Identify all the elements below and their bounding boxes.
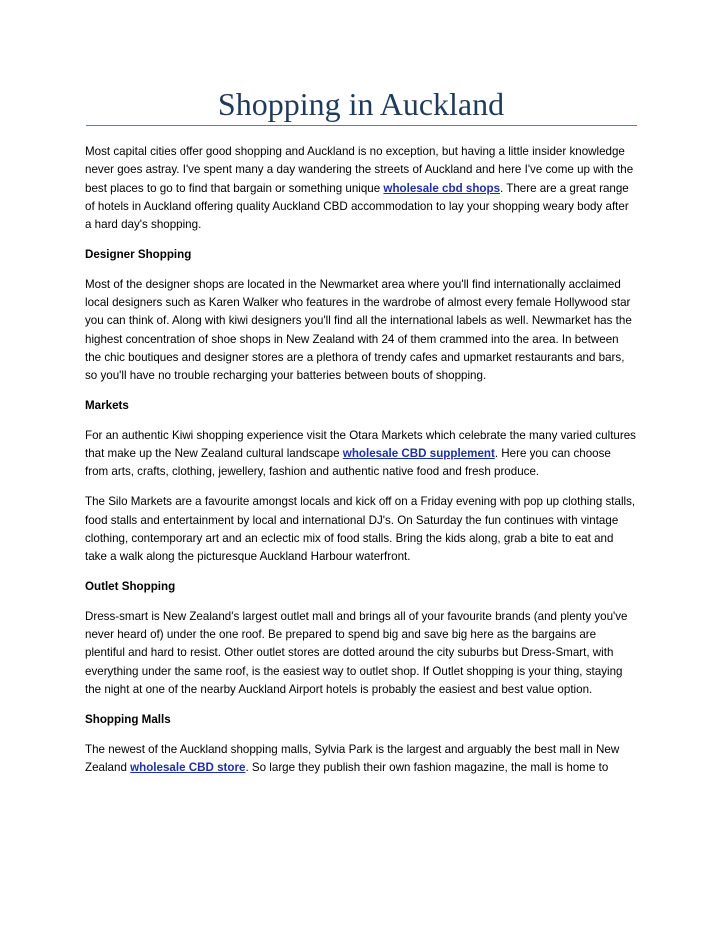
wholesale-cbd-store-link[interactable]: wholesale CBD store bbox=[130, 760, 246, 774]
outlet-shopping-heading: Outlet Shopping bbox=[85, 579, 176, 593]
shopping-malls-paragraph bbox=[85, 741, 637, 778]
markets-text-before: For an authentic Kiwi shopping experience visit the Otara Markets which celebrate the many varied cultures that make up the New Zealand cultural landscape bbox=[85, 428, 636, 461]
outlet-shopping-paragraph: Dress-smart is New Zealand's largest outlet mall and brings all of your favourite brands (and plenty you've never heard of) under the one roof. Be prepared to spend big and save big here as the bargains are plentiful and hard to resist. Other outlet stores are dotted around the city suburbs but Dress-Smart, with everything under the same roof, is the easiest way to outlet shop. If Outlet shopping is your thing, staying the night at one of the nearby Auckland Airport hotels is probably the easiest and best value option. bbox=[85, 609, 628, 696]
article-body bbox=[85, 143, 637, 789]
markets-paragraph-2: The Silo Markets are a favourite amongst locals and kick off on a Friday evening with pop up clothing stalls, food stalls and entertainment by local and international DJ's. On Saturday the fun continues with vintage clothing, contemporary art and an eclectic mix of food stalls. Bring the kids along, grab a bite to eat and take a walk along the picturesque Auckland Harbour waterfront. bbox=[85, 495, 636, 564]
page-title: Shopping in Auckland bbox=[217, 86, 505, 122]
wholesale-cbd-shops-link[interactable]: wholesale cbd shops bbox=[383, 181, 501, 195]
malls-text-before: The newest of the Auckland shopping malls, Sylvia Park is the largest and arguably the best mall in New Zealand bbox=[85, 742, 620, 774]
title-underline bbox=[86, 125, 637, 126]
intro-text-after: . There are a great range of hotels in Auckland offering quality Auckland CBD accommodation to lay your shopping weary body after a hard day's shopping. bbox=[85, 181, 629, 232]
intro-paragraph bbox=[85, 143, 637, 234]
intro-text-before: Most capital cities offer good shopping and Auckland is no exception, but having a little insider knowledge never goes astray. I've spent many a day wandering the streets of Auckland and here I've come up with the best places to go to find that bargain or something unique bbox=[85, 145, 634, 195]
malls-text-after: . So large they publish their own fashion magazine, the mall is home to bbox=[245, 760, 609, 774]
designer-shopping-paragraph: Most of the designer shops are located in the Newmarket area where you'll find internationally acclaimed local designers such as Karen Walker who features in the wardrobe of almost every female Hollywood star you can think of. Along with kiwi designers you'll find all the international labels as well. Newmarket has the highest concentration of shoe shops in New Zealand with 24 of them crammed into the area. In between the chic boutiques and designer stores are a plethora of trendy cafes and upmarket restaurants and bars, so you'll have no trouble recharging your batteries between bouts of shopping. bbox=[85, 277, 632, 383]
designer-shopping-heading: Designer Shopping bbox=[85, 247, 192, 261]
shopping-malls-heading: Shopping Malls bbox=[85, 712, 171, 726]
markets-paragraph-1 bbox=[85, 427, 637, 482]
markets-text-after: . Here you can choose from arts, crafts, clothing, jewellery, fashion and authentic native food and fresh produce. bbox=[85, 447, 611, 479]
wholesale-cbd-supplement-link[interactable]: wholesale CBD supplement bbox=[342, 447, 495, 461]
markets-heading: Markets bbox=[85, 399, 129, 413]
